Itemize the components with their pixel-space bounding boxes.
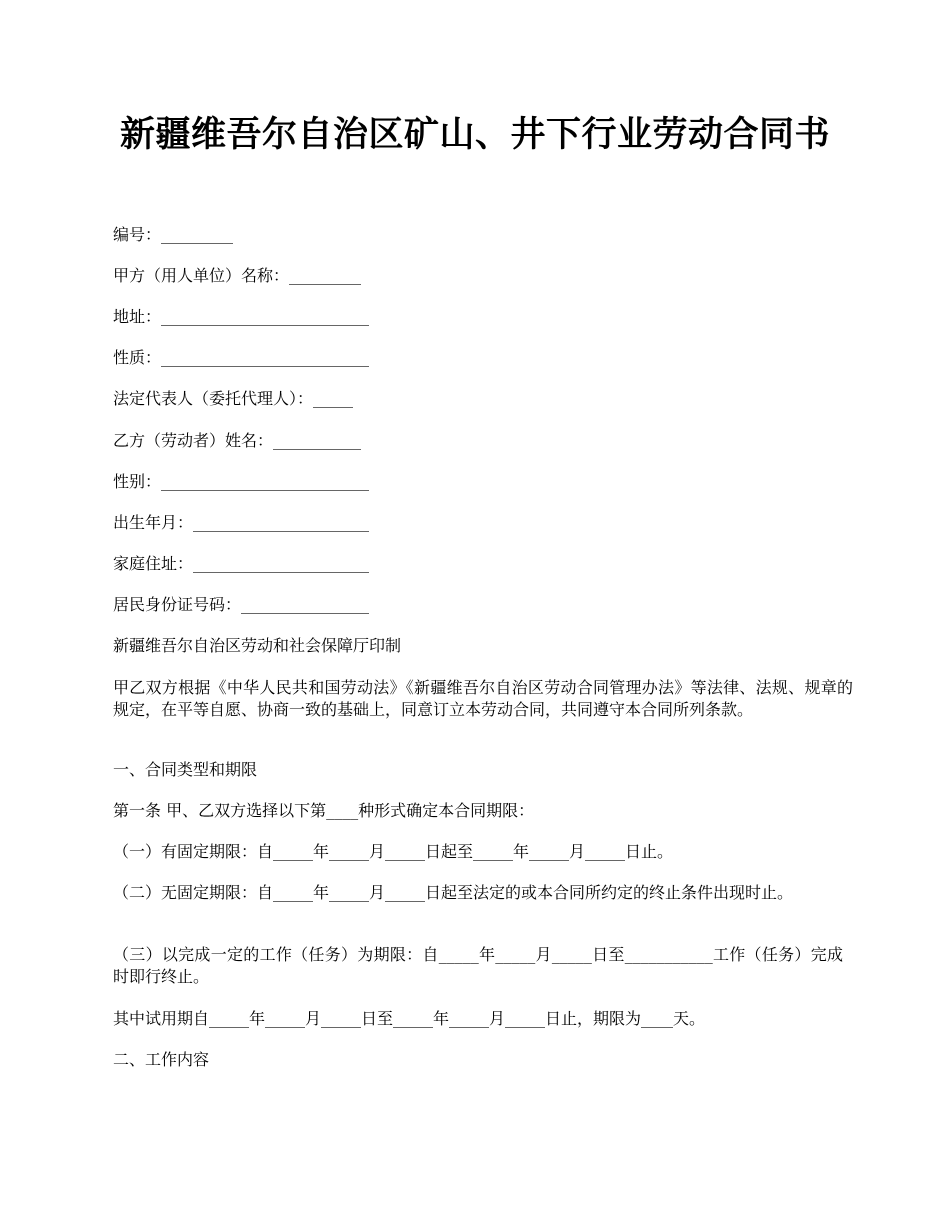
section-heading-contract-type: 一、合同类型和期限 xyxy=(113,760,258,779)
article-1: 第一条 甲、乙双方选择以下第____种形式确定本合同期限： xyxy=(113,801,535,820)
document-title: 新疆维吾尔自治区矿山、井下行业劳动合同书 xyxy=(119,115,830,155)
preamble-paragraph: 甲乙双方根据《中华人民共和国劳动法》《新疆维吾尔自治区劳动合同管理办法》等法律、法规、规章的规定，在平等自愿、协商一致的基础上，同意订立本劳动合同，共同遵守本合同所列条款。 xyxy=(113,678,853,719)
field-address: 地址：__________________________ xyxy=(113,307,370,326)
field-nature: 性质：__________________________ xyxy=(113,348,370,367)
section-heading-work-content: 二、工作内容 xyxy=(113,1050,210,1069)
field-id-number: 居民身份证号码：________________ xyxy=(113,595,370,614)
field-legal-representative: 法定代表人（委托代理人）：_____ xyxy=(113,389,354,408)
option-fixed-term: （一）有固定期限：自_____年_____月_____日起至_____年_____月_____日止。 xyxy=(113,842,674,861)
printer-note: 新疆维吾尔自治区劳动和社会保障厅印制 xyxy=(113,636,402,655)
field-party-a-name: 甲方（用人单位）名称：_________ xyxy=(113,266,362,285)
field-gender: 性别：__________________________ xyxy=(113,472,370,491)
field-birth-date: 出生年月：______________________ xyxy=(113,513,370,532)
field-party-b-name: 乙方（劳动者）姓名：___________ xyxy=(113,431,362,450)
option-open-term: （二）无固定期限：自_____年_____月_____日起至法定的或本合同所约定的终止条件出现时止。 xyxy=(113,883,794,902)
option-task-term: （三）以完成一定的工作（任务）为期限：自_____年_____月_____日至___________工作（任务）完成时即行终止。 xyxy=(113,945,843,986)
field-home-address: 家庭住址：______________________ xyxy=(113,554,370,573)
field-contract-number: 编号：_________ xyxy=(113,225,234,244)
probation-period: 其中试用期自_____年_____月_____日至_____年_____月_____日止，期限为____天。 xyxy=(113,1009,706,1028)
